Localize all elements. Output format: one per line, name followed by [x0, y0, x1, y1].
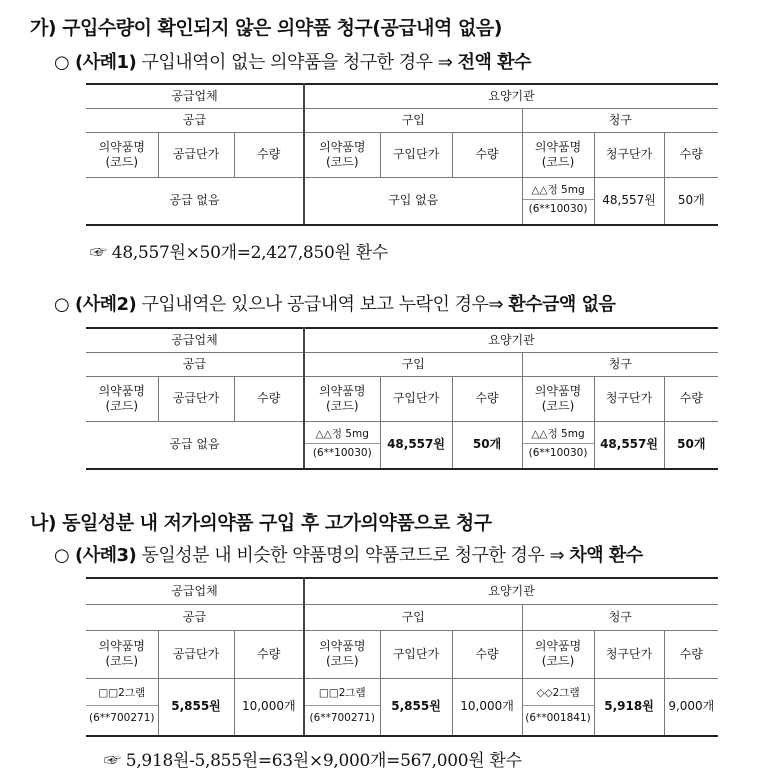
table-case1: [86, 83, 718, 226]
header-drug-name: 의약품명 (코드): [304, 630, 380, 678]
header-drug-name: 의약품명 (코드): [522, 132, 594, 177]
header-supply-price: 공급단가: [158, 132, 234, 177]
header-claim-price: 청구단가: [594, 376, 664, 421]
table-case3: [86, 577, 718, 737]
header-purchase: 구입: [304, 108, 522, 132]
header-quantity: 수량: [664, 376, 718, 421]
note-case1: ☞ 48,557원×50개=2,427,850원 환수: [90, 243, 388, 263]
supply-qty: 10,000개: [234, 678, 304, 736]
header-purchase-price: 구입단가: [380, 376, 452, 421]
header-supply: 공급: [86, 352, 304, 376]
case2-prefix: ○ (사례2): [54, 294, 137, 315]
header-supplier: 공급업체: [86, 84, 304, 108]
claim-price: 48,557원: [594, 177, 664, 225]
case3-result: 차액 환수: [569, 545, 643, 566]
header-drug-name: 의약품명 (코드): [522, 376, 594, 421]
header-drug-name: 의약품명 (코드): [86, 132, 158, 177]
header-drug-name: 의약품명 (코드): [304, 132, 380, 177]
purchase-price: 5,855원: [380, 678, 452, 736]
case2-text: 구입내역은 있으나 공급내역 보고 누락인 경우⇒: [136, 294, 509, 315]
purchase-qty: 10,000개: [452, 678, 522, 736]
case1-prefix: ○ (사례1): [54, 52, 137, 73]
header-claim: 청구: [522, 352, 718, 376]
purchase-qty: 50개: [452, 421, 522, 469]
header-supply-price: 공급단가: [158, 376, 234, 421]
supply-cell: 공급 없음: [86, 421, 304, 469]
note-case3: ☞ 5,918원-5,855원=63원×9,000개=567,000원 환수: [104, 751, 522, 771]
case3-prefix: ○ (사례3): [54, 545, 137, 566]
case1-result: 전액 환수: [457, 52, 531, 73]
case3-text: 동일성분 내 비슷한 약품명의 약품코드로 청구한 경우 ⇒: [136, 545, 570, 566]
header-supply: 공급: [86, 108, 304, 132]
supply-cell: 공급 없음: [86, 177, 304, 225]
header-claim-price: 청구단가: [594, 630, 664, 678]
header-quantity: 수량: [452, 376, 522, 421]
header-supplier: 공급업체: [86, 578, 304, 604]
header-quantity: 수량: [452, 630, 522, 678]
header-purchase: 구입: [304, 352, 522, 376]
header-claim: 청구: [522, 604, 718, 630]
claim-drug: △△정 5mg (6**10030): [522, 421, 594, 469]
header-drug-name: 의약품명 (코드): [522, 630, 594, 678]
header-institution: 요양기관: [304, 578, 718, 604]
claim-qty: 9,000개: [664, 678, 718, 736]
case2-result: 환수금액 없음: [508, 294, 616, 315]
claim-price: 48,557원: [594, 421, 664, 469]
header-supply-price: 공급단가: [158, 630, 234, 678]
header-drug-name: 의약품명 (코드): [86, 630, 158, 678]
case3-heading: [54, 541, 643, 567]
header-quantity: 수량: [234, 132, 304, 177]
header-institution: 요양기관: [304, 84, 718, 108]
header-purchase-price: 구입단가: [380, 132, 452, 177]
claim-drug: △△정 5mg (6**10030): [522, 177, 594, 225]
header-quantity: 수량: [234, 376, 304, 421]
claim-qty: 50개: [664, 421, 718, 469]
section-b-title: 나) 동일성분 내 저가의약품 구입 후 고가의약품으로 청구: [30, 512, 492, 534]
case1-heading: [54, 48, 531, 74]
header-institution: 요양기관: [304, 328, 718, 352]
case2-heading: [54, 290, 615, 316]
header-drug-name: 의약품명 (코드): [86, 376, 158, 421]
header-supply: 공급: [86, 604, 304, 630]
header-drug-name: 의약품명 (코드): [304, 376, 380, 421]
header-quantity: 수량: [452, 132, 522, 177]
section-a-title: 가) 구입수량이 확인되지 않은 의약품 청구(공급내역 없음): [30, 17, 502, 39]
supply-price: 5,855원: [158, 678, 234, 736]
header-quantity: 수량: [664, 132, 718, 177]
header-quantity: 수량: [664, 630, 718, 678]
header-purchase-price: 구입단가: [380, 630, 452, 678]
claim-qty: 50개: [664, 177, 718, 225]
header-claim-price: 청구단가: [594, 132, 664, 177]
header-claim: 청구: [522, 108, 718, 132]
supply-drug: □□2그램 (6**700271): [86, 678, 158, 736]
table-case2: [86, 327, 718, 470]
purchase-drug: △△정 5mg (6**10030): [304, 421, 380, 469]
claim-price: 5,918원: [594, 678, 664, 736]
purchase-price: 48,557원: [380, 421, 452, 469]
case1-text: 구입내역이 없는 의약품을 청구한 경우 ⇒: [136, 52, 458, 73]
header-supplier: 공급업체: [86, 328, 304, 352]
purchase-drug: □□2그램 (6**700271): [304, 678, 380, 736]
header-quantity: 수량: [234, 630, 304, 678]
claim-drug: ◇◇2그램 (6**001841): [522, 678, 594, 736]
purchase-cell: 구입 없음: [304, 177, 522, 225]
header-purchase: 구입: [304, 604, 522, 630]
